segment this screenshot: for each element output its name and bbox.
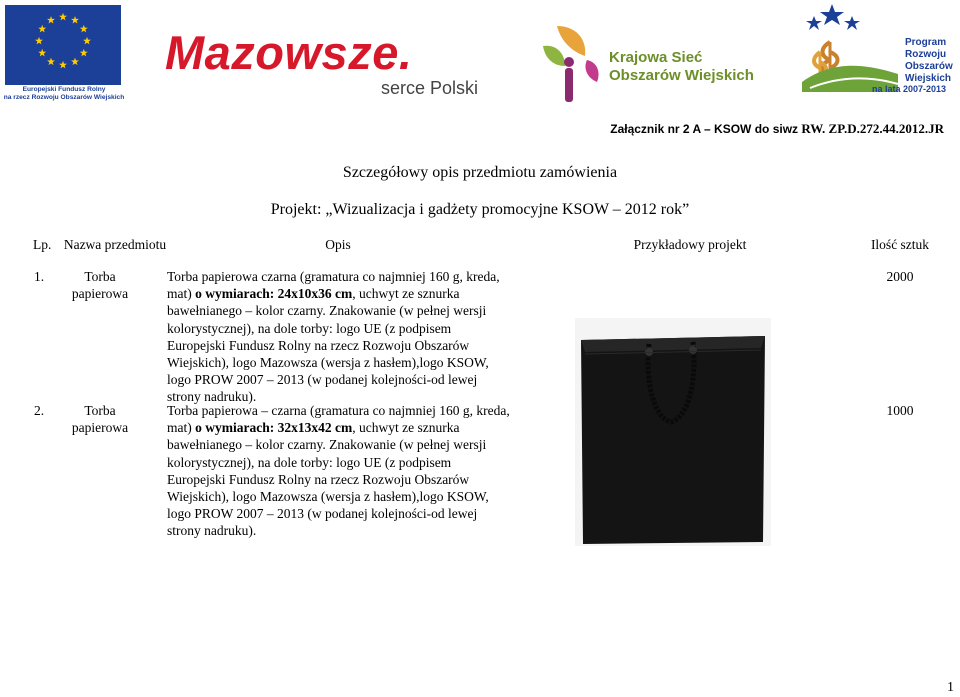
eu-star-icon	[71, 58, 79, 66]
eu-flag-logo	[5, 5, 121, 85]
row1-lp: 1.	[34, 269, 45, 284]
row2-name: Torba papierowa	[71, 403, 129, 436]
row1-desc-lead: Torba papierowa czarna (gramatura co najmniej 160 g, kreda, mat)	[167, 269, 500, 302]
column-header-quantity: Ilość sztuk	[870, 237, 930, 252]
annex-prefix: Załącznik nr 2 A – KSOW do siwz	[610, 122, 799, 136]
ksow-logo-line2: Obszarów Wiejskich	[609, 67, 754, 84]
mazowsze-logo-wordmark: Mazowsze.	[165, 26, 413, 79]
prow-logo-line2: Rozwoju	[905, 49, 947, 60]
column-header-name: Nazwa przedmiotu	[63, 237, 167, 252]
column-header-description: Opis	[325, 237, 351, 252]
eu-star-icon	[80, 25, 88, 33]
prow-logo-line3: Obszarów	[905, 61, 953, 72]
eu-star-icon	[38, 49, 46, 57]
eu-logo-caption: Europejski Fundusz Rolny na rzecz Rozwoju Obszarów Wiejskich	[3, 86, 125, 101]
column-header-example: Przykładowy projekt	[633, 237, 747, 252]
annex-reference: RW. ZP.D.272.44.2012.JR	[798, 121, 944, 136]
prow-logo-line4: Wiejskich	[905, 73, 952, 84]
prow-logo-icon	[790, 2, 905, 97]
eu-star-icon	[59, 13, 67, 21]
column-header-lp: Lp.	[33, 237, 52, 252]
prow-logo-line1: Program	[905, 37, 947, 48]
row2-description	[167, 402, 511, 540]
prow-logo-years: na lata 2007-2013	[872, 84, 947, 94]
page-number: 1	[947, 680, 954, 695]
eu-star-icon	[59, 61, 67, 69]
row2-desc-dimensions: o wymiarach: 32x13x42 cm	[195, 420, 353, 436]
row2-lp: 2.	[34, 403, 45, 418]
eu-star-icon	[71, 16, 79, 24]
annex-label	[610, 121, 944, 137]
row2-desc-tail: , uchwyt ze sznurka bawełnianego – kolor czarny. Znakowanie (w pełnej wersji kolorystycznej), na dole torby: logo UE (z podpisem Europejski Fundusz Rolny na rzecz Rozwoju Obszarów Wiejskich), logo Mazowsza (wersja z hasłem),logo KSOW, logo PROW 2007 – 2013 (w podanej kolejności-od lewej strony nadruku).	[167, 420, 489, 539]
row1-quantity: 2000	[886, 269, 914, 284]
mazowsze-logo-tagline: serce Polski	[381, 78, 479, 98]
document-title: Szczegółowy opis przedmiotu zamówienia	[342, 164, 618, 181]
row1-desc-tail: , uchwyt ze sznurka bawełnianego – kolor czarny. Znakowanie (w pełnej wersji kolorystycznej), na dole torby: logo UE (z podpisem Europejski Fundusz Rolny na rzecz Rozwoju Obszarów Wiejskich), logo Mazowsza (wersja z hasłem),logo KSOW, logo PROW 2007 – 2013 (w podanej kolejności-od lewej strony nadruku).	[167, 286, 489, 405]
black-paper-bag-image	[575, 318, 771, 546]
row1-name: Torba papierowa	[71, 269, 129, 302]
ksow-logo-icon	[535, 16, 605, 106]
eu-star-icon	[47, 58, 55, 66]
row2-desc-lead: Torba papierowa – czarna (gramatura co najmniej 160 g, kreda, mat)	[167, 403, 510, 436]
eu-star-icon	[35, 37, 43, 45]
eu-star-icon	[38, 25, 46, 33]
ksow-logo-line1: Krajowa Sieć	[609, 49, 703, 66]
row2-quantity: 1000	[886, 403, 914, 418]
eu-star-icon	[80, 49, 88, 57]
eu-star-icon	[47, 16, 55, 24]
eu-star-icon	[83, 37, 91, 45]
prow-logo-words	[905, 37, 953, 85]
project-title: Projekt: „Wizualizacja i gadżety promocyjne KSOW – 2012 rok”	[270, 201, 690, 218]
row1-desc-dimensions: o wymiarach: 24x10x36 cm	[195, 286, 353, 302]
row1-description	[167, 268, 511, 406]
eu-stars-icon	[5, 5, 121, 85]
